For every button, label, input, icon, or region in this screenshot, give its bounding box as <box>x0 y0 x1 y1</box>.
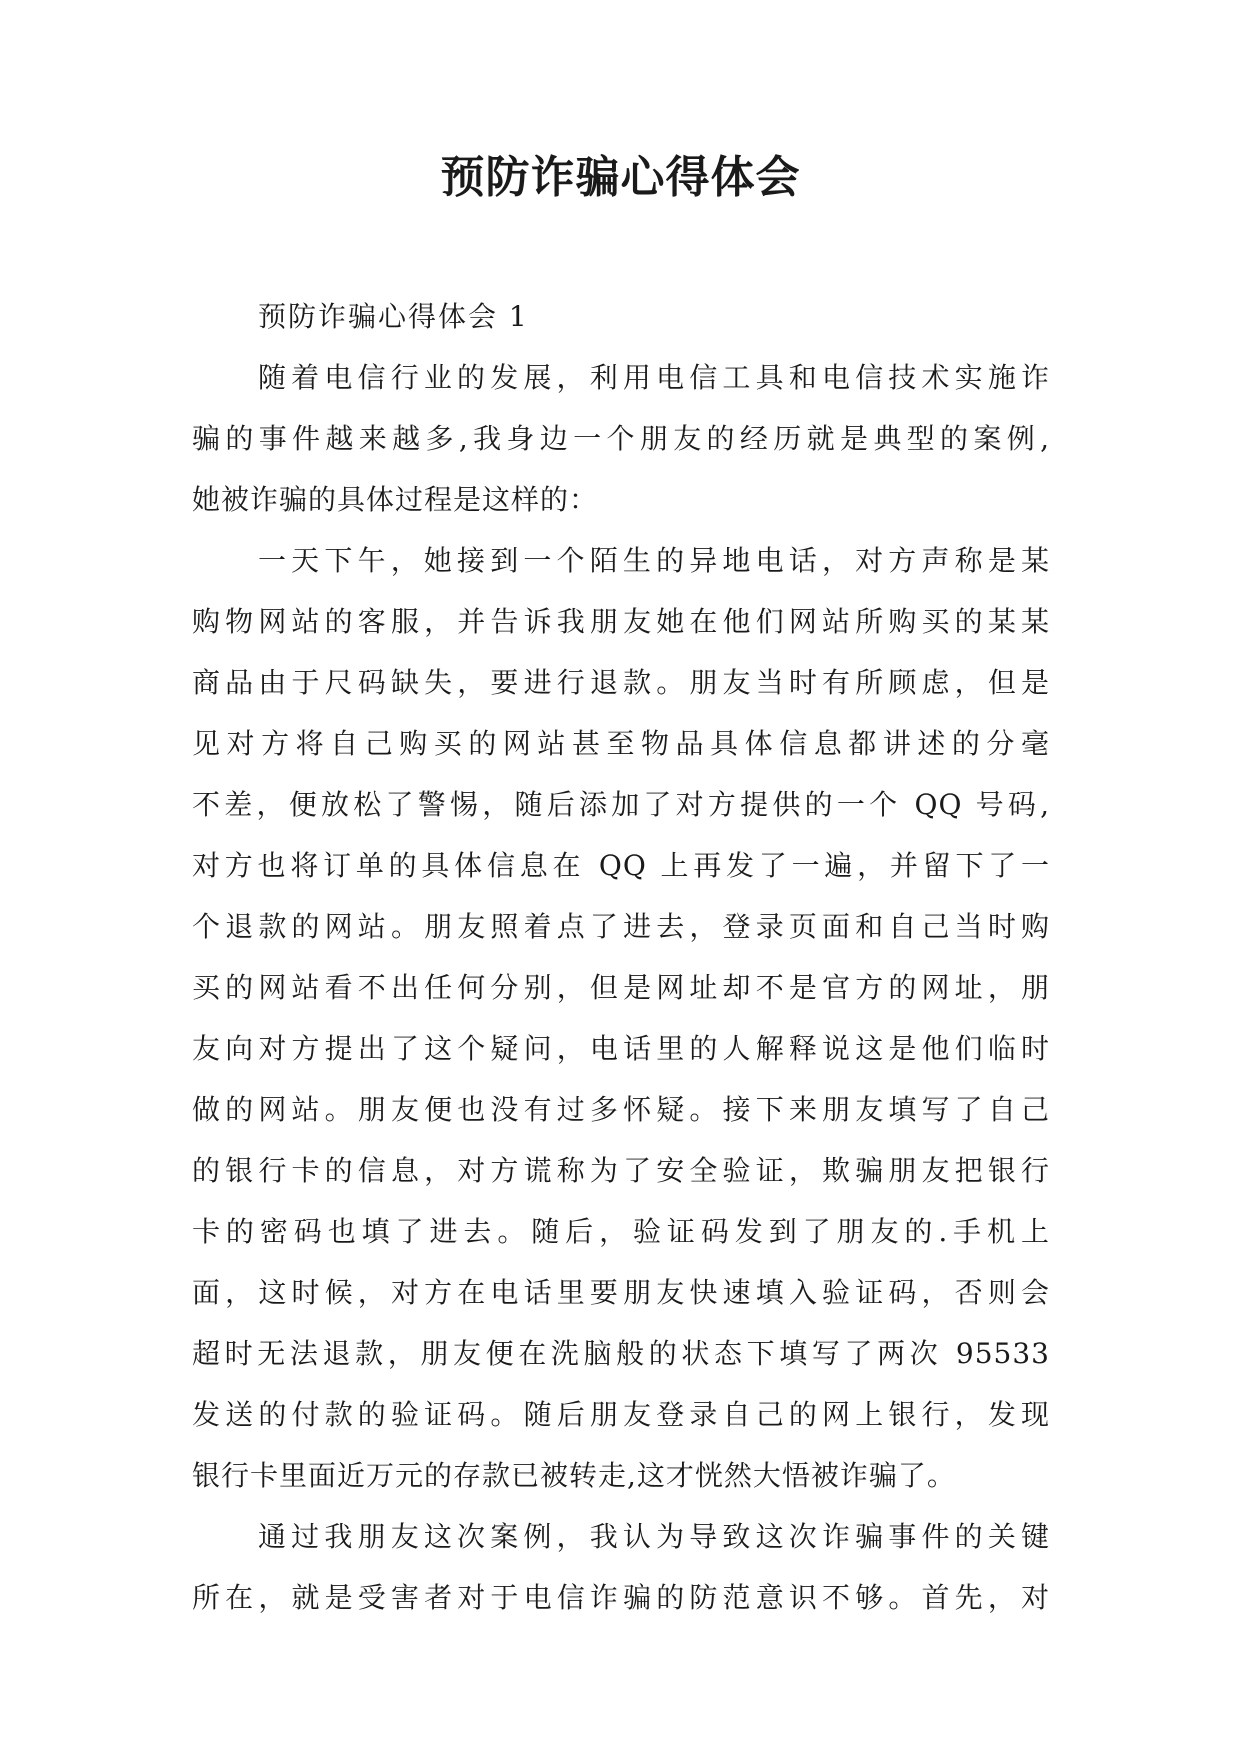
paragraph-line: 面，这时候，对方在电话里要朋友快速填入验证码，否则会 <box>192 1276 1050 1309</box>
paragraph-line: 做的网站。朋友便也没有过多怀疑。接下来朋友填写了自己 <box>192 1093 1050 1126</box>
paragraph-line: 超时无法退款，朋友便在洗脑般的状态下填写了两次 95533 <box>192 1337 1050 1370</box>
paragraph-line: 不差，便放松了警惕，随后添加了对方提供的一个 QQ 号码, <box>192 788 1050 821</box>
paragraph-1 <box>192 347 1050 530</box>
paragraph-line: 个退款的网站。朋友照着点了进去，登录页面和自己当时购 <box>192 910 1050 943</box>
paragraph-2 <box>192 530 1050 1506</box>
paragraph-line: 买的网站看不出任何分别，但是网址却不是官方的网址，朋 <box>192 971 1050 1004</box>
paragraph-line: 商品由于尺码缺失，要进行退款。朋友当时有所顾虑，但是 <box>192 666 1050 699</box>
paragraph-line: 随着电信行业的发展，利用电信工具和电信技术实施诈 <box>258 361 1050 394</box>
paragraph-line: 对方也将订单的具体信息在 QQ 上再发了一遍，并留下了一 <box>192 849 1050 882</box>
paragraph-line: 所在，就是受害者对于电信诈骗的防范意识不够。首先，对 <box>192 1581 1050 1614</box>
paragraph-line: 一天下午，她接到一个陌生的异地电话，对方声称是某 <box>258 544 1050 577</box>
paragraph-line: 购物网站的客服，并告诉我朋友她在他们网站所购买的某某 <box>192 605 1050 638</box>
paragraph-line: 友向对方提出了这个疑问，电话里的人解释说这是他们临时 <box>192 1032 1050 1065</box>
paragraph-line: 发送的付款的验证码。随后朋友登录自己的网上银行，发现 <box>192 1398 1050 1431</box>
paragraph-line: 通过我朋友这次案例，我认为导致这次诈骗事件的关键 <box>258 1520 1050 1553</box>
document-title: 预防诈骗心得体会 <box>440 152 801 203</box>
paragraph-line: 见对方将自己购买的网站甚至物品具体信息都讲述的分毫 <box>192 727 1050 760</box>
paragraph-line: 骗的事件越来越多,我身边一个朋友的经历就是典型的案例, <box>192 422 1050 455</box>
paragraph-line: 银行卡里面近万元的存款已被转走,这才恍然大悟被诈骗了。 <box>192 1459 956 1492</box>
paragraph-line: 的银行卡的信息，对方谎称为了安全验证，欺骗朋友把银行 <box>192 1154 1050 1187</box>
paragraph-line: 她被诈骗的具体过程是这样的： <box>192 483 599 516</box>
document-body <box>192 286 1050 1628</box>
paragraph-line: 卡的密码也填了进去。随后，验证码发到了朋友的.手机上 <box>192 1215 1050 1248</box>
paragraph-3 <box>192 1506 1050 1628</box>
section-subtitle: 预防诈骗心得体会 1 <box>258 300 529 333</box>
